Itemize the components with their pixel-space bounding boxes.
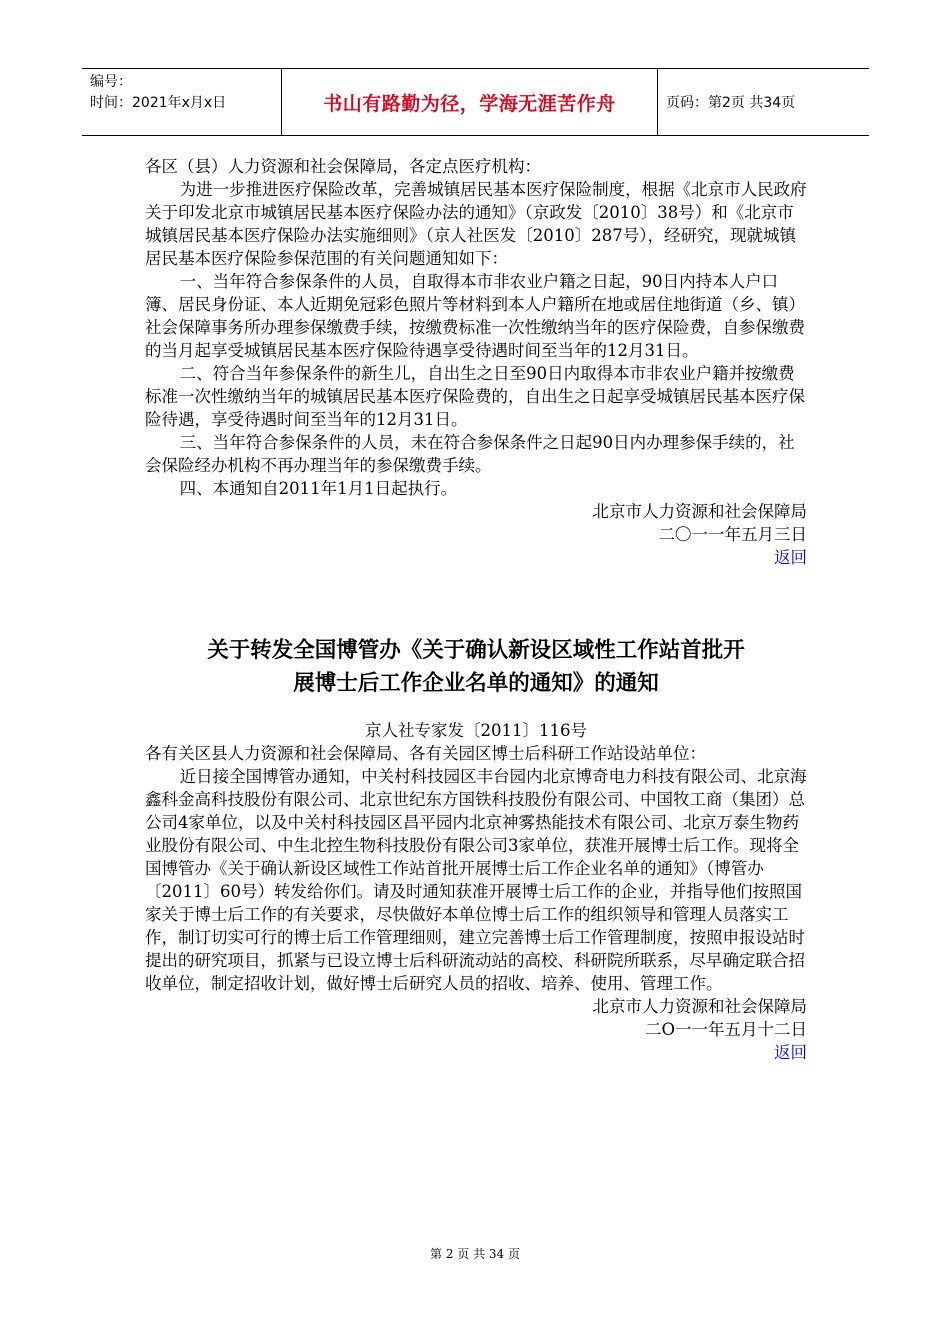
back-link[interactable]: 返回	[774, 548, 807, 567]
notice-2-date: 二O一一年五月十二日	[644, 1020, 807, 1039]
notice-2-title	[140, 634, 812, 700]
notice-2-title-line-2: 展博士后工作企业名单的通知》的通知	[293, 671, 659, 696]
notice-1-paragraph: 为进一步推进医疗保险改革，完善城镇居民基本医疗保险制度，根据《北京市人民政府关于印发北京市城镇居民基本医疗保险办法的通知》（京政发〔2010〕38号）和《北京市城镇居民基本医疗保险办法实施细则》（京人社医发〔2010〕287号），经研究，现就城镇居民基本医疗保险参保范围的有关问题通知如下：	[145, 180, 807, 268]
notice-1-paragraph: 四、本通知自2011年1月1日起执行。	[179, 479, 458, 498]
page-info: 页码：第2页 共34页	[666, 95, 796, 111]
notice-1-paragraph: 三、当年符合参保条件的人员，未在符合参保条件之日起90日内办理参保手续的，社会保险经办机构不再办理当年的参保缴费手续。	[145, 433, 795, 475]
notice-2-title-line-1: 关于转发全国博管办《关于确认新设区域性工作站首批开	[207, 638, 745, 663]
motto: 书山有路勤为径，学海无涯苦作舟	[282, 69, 658, 135]
notice-2-doc-number: 京人社专家发〔2011〕116号	[365, 721, 587, 740]
page-header	[82, 68, 869, 136]
number-label: 编号：	[90, 74, 132, 90]
notice-1-issuer: 北京市人力资源和社会保障局	[592, 502, 807, 521]
notice-2-addressee: 各有关区县人力资源和社会保障局、各有关园区博士后科研工作站设站单位：	[145, 744, 706, 763]
notice-1	[145, 155, 807, 569]
notice-1-paragraph: 一、当年符合参保条件的人员，自取得本市非农业户籍之日起，90日内持本人户口簿、居民身份证、本人近期免冠彩色照片等材料到本人户籍所在地或居住地街道（乡、镇）社会保障事务所办理参保缴费手续，按缴费标准一次性缴纳当年的医疗保险费，自参保缴费的当月起享受城镇居民基本医疗保险待遇享受待遇时间至当年的12月31日。	[145, 272, 805, 360]
notice-2-issuer: 北京市人力资源和社会保障局	[592, 997, 807, 1016]
notice-1-date: 二〇一一年五月三日	[658, 525, 807, 544]
notice-1-paragraph: 二、符合当年参保条件的新生儿，自出生之日至90日内取得本市非农业户籍并按缴费标准一次性缴纳当年的城镇居民基本医疗保险费的，自出生之日起享受城镇居民基本医疗保险待遇，享受待遇时间至当年的12月31日。	[145, 364, 805, 429]
header-meta	[82, 69, 282, 135]
notice-2	[145, 719, 807, 1064]
back-link[interactable]: 返回	[774, 1043, 807, 1062]
notice-2-paragraph: 近日接全国博管办通知，中关村科技园区丰台园内北京博奇电力科技有限公司、北京海鑫科金高科技股份有限公司、北京世纪东方国铁科技股份有限公司、中国牧工商（集团）总公司4家单位，以及中关村科技园区昌平园内北京神雾热能技术有限公司、北京万泰生物药业股份有限公司、中生北控生物科技股份有限公司3家单位，获准开展博士后工作。现将全国博管办《关于确认新设区域性工作站首批开展博士后工作企业名单的通知》（博管办〔2011〕60号）转发给你们。请及时通知获准开展博士后工作的企业，并指导他们按照国家关于博士后工作的有关要求，尽快做好本单位博士后工作的组织领导和管理人员落实工作，制订切实可行的博士后工作管理细则，建立完善博士后工作管理制度，按照申报设站时提出的研究项目，抓紧与已设立博士后科研流动站的高校、科研院所联系，尽早确定联合招收单位，制定招收计划，做好博士后研究人员的招收、培养、使用、管理工作。	[145, 767, 807, 993]
time-label: 时间：2021年x月x日	[90, 95, 227, 111]
notice-1-addressee: 各区（县）人力资源和社会保障局，各定点医疗机构：	[145, 157, 541, 176]
page-footer: 第 2 页 共 34 页	[430, 1247, 520, 1261]
